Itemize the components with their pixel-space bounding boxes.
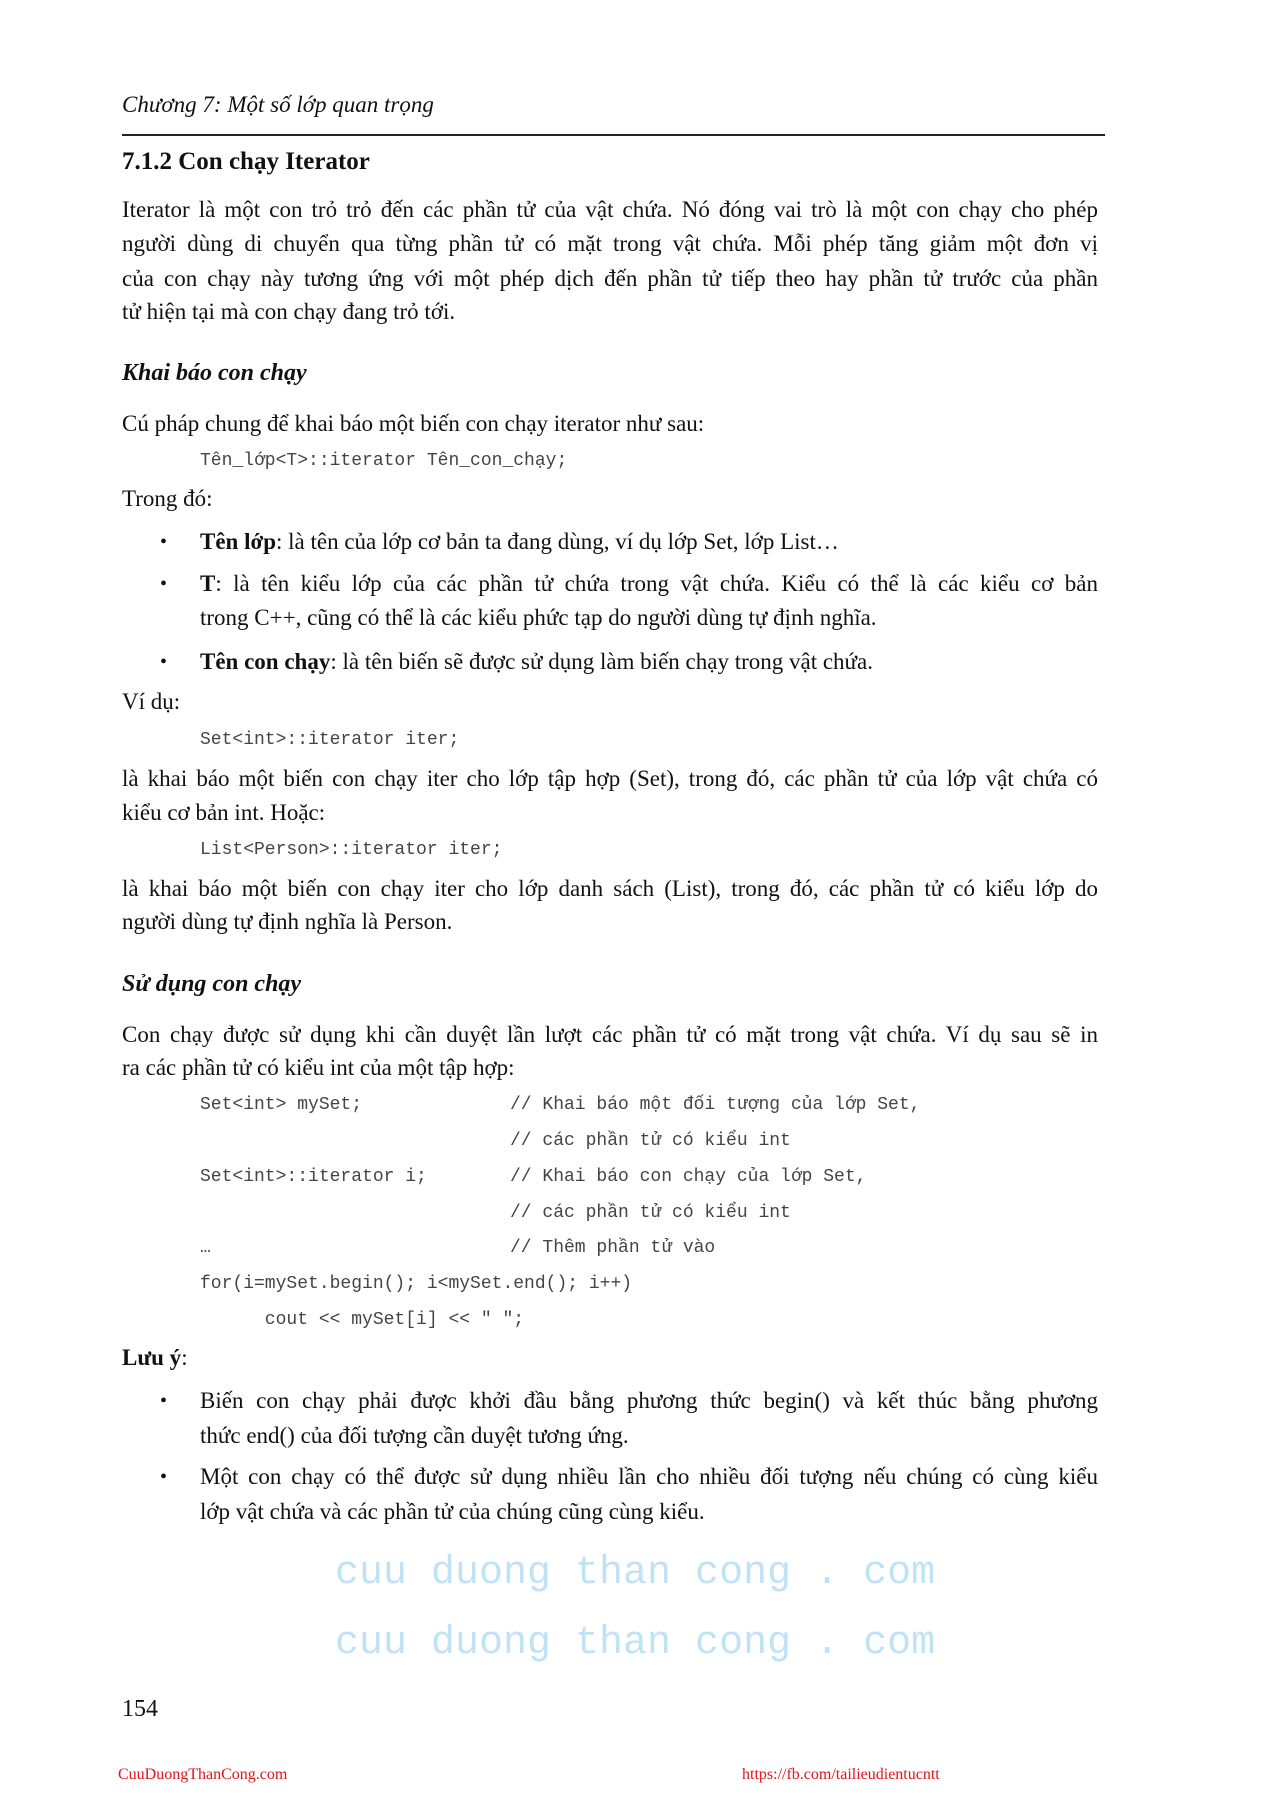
code-line: … <box>200 1238 211 1258</box>
intro-line: người dùng di chuyển qua từng phần tử có mặt trong vật chứa. Mỗi phép tăng giảm một đơn vị <box>122 231 1098 256</box>
usage-desc-line: ra các phần tử có kiểu int của một tập hợp: <box>122 1055 515 1080</box>
bullet-item <box>200 527 839 557</box>
bullet-icon: • <box>160 651 168 673</box>
code-line: Set<int>::iterator i; <box>200 1167 427 1187</box>
code-line: Set<int> mySet; <box>200 1095 363 1115</box>
code-comment: // Thêm phần tử vào <box>510 1238 716 1258</box>
bullet-term: T <box>200 571 216 596</box>
header-rule <box>122 134 1105 136</box>
bullet-item <box>200 569 1098 599</box>
bullet-item <box>200 647 873 677</box>
note-title <box>122 1343 188 1373</box>
note-colon: : <box>181 1345 188 1370</box>
code-comment: // các phần tử có kiểu int <box>510 1203 791 1223</box>
footer-right-link[interactable]: https://fb.com/tailieudientucntt <box>742 1766 940 1783</box>
bullet-term: Tên con chạy <box>200 649 331 674</box>
code-syntax: Tên_lớp<T>::iterator Tên_con_chạy; <box>200 451 568 471</box>
example-desc-line: là khai báo một biến con chạy iter cho lớp danh sách (List), trong đó, các phần tử có kiểu lớp do <box>122 876 1098 901</box>
code-comment: // Khai báo con chạy của lớp Set, <box>510 1167 867 1187</box>
bullet-icon: • <box>160 1466 168 1488</box>
bullet-icon: • <box>160 573 168 595</box>
note-bullet-line: thức end() của đối tượng cần duyệt tương ứng. <box>200 1423 629 1448</box>
chapter-header: Chương 7: Một số lớp quan trọng <box>122 92 434 117</box>
watermark-text: cuu duong than cong . com <box>335 1551 936 1596</box>
code-comment: // các phần tử có kiểu int <box>510 1131 791 1151</box>
code-line: cout << mySet[i] << " "; <box>200 1310 525 1330</box>
intro-line: tử hiện tại mà con chạy đang trỏ tới. <box>122 299 456 324</box>
code-line: for(i=mySet.begin(); i<mySet.end(); i++) <box>200 1274 633 1294</box>
watermark-text: cuu duong than cong . com <box>335 1621 936 1666</box>
footer-left-link[interactable]: CuuDuongThanCong.com <box>118 1766 288 1783</box>
bullet-term: Tên lớp <box>200 529 277 554</box>
bullet-text: : là tên kiểu lớp của các phần tử chứa trong vật chứa. Kiểu có thể là các kiểu cơ bản <box>215 571 1098 596</box>
usage-desc-line: Con chạy được sử dụng khi cần duyệt lần lượt các phần tử có mặt trong vật chứa. Ví dụ sau sẽ in <box>122 1022 1098 1047</box>
intro-line: Iterator là một con trỏ trỏ đến các phần tử của vật chứa. Nó đóng vai trò là một con chạy cho phép <box>122 197 1098 222</box>
bullet-icon: • <box>160 1390 168 1412</box>
page-number: 154 <box>122 1696 158 1722</box>
example-label: Ví dụ: <box>122 689 181 714</box>
example-desc-line: là khai báo một biến con chạy iter cho lớp tập hợp (Set), trong đó, các phần tử của lớp vật chứa có <box>122 766 1098 791</box>
code-example-2: List<Person>::iterator iter; <box>200 840 503 860</box>
intro-line: của con chạy này tương ứng với một phép dịch đến phần tử tiếp theo hay phần tử trước của phần <box>122 266 1098 291</box>
example-desc-line: kiểu cơ bản int. Hoặc: <box>122 800 326 825</box>
syntax-intro: Cú pháp chung để khai báo một biến con chạy iterator như sau: <box>122 411 705 436</box>
code-example-1: Set<int>::iterator iter; <box>200 730 460 750</box>
bullet-text: : là tên biến sẽ được sử dụng làm biến chạy trong vật chứa. <box>330 649 873 674</box>
bullet-text: : là tên của lớp cơ bản ta đang dùng, ví dụ lớp Set, lớp List… <box>276 529 839 554</box>
code-comment: // Khai báo một đối tượng của lớp Set, <box>510 1095 921 1115</box>
note-bullet-line: lớp vật chứa và các phần tử của chúng cũng cùng kiểu. <box>200 1499 705 1524</box>
note-label: Lưu ý <box>122 1345 182 1370</box>
section-title: 7.1.2 Con chạy Iterator <box>122 148 370 175</box>
note-bullet-line: Một con chạy có thể được sử dụng nhiều lần cho nhiều đối tượng nếu chúng có cùng kiểu <box>200 1464 1098 1489</box>
subsection-title: Khai báo con chạy <box>122 360 307 386</box>
bullet-icon: • <box>160 531 168 553</box>
example-desc-line: người dùng tự định nghĩa là Person. <box>122 909 453 934</box>
subsection-title: Sử dụng con chạy <box>122 971 302 997</box>
note-bullet-line: Biến con chạy phải được khởi đầu bằng phương thức begin() và kết thúc bằng phương <box>200 1388 1098 1413</box>
where-label: Trong đó: <box>122 486 213 511</box>
bullet-text: trong C++, cũng có thể là các kiểu phức tạp do người dùng tự định nghĩa. <box>200 605 877 630</box>
